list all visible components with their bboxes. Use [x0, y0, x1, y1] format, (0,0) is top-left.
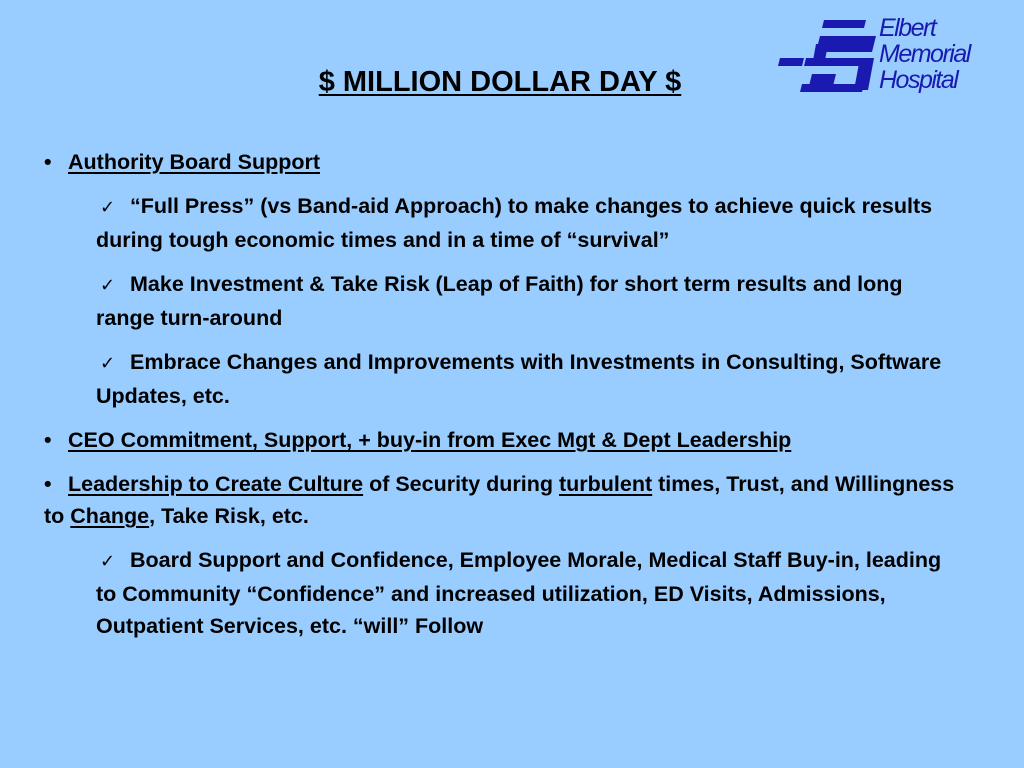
checkmark-icon: ✓	[100, 551, 116, 572]
bullet-leadership-culture	[44, 468, 974, 532]
sub-bullet-text: Make Investment & Take Risk (Leap of Faith) for short term results and long range turn-around	[96, 272, 903, 330]
sub-bullet-full-press	[96, 190, 956, 256]
hospital-logo-mark-icon	[776, 18, 880, 98]
sub-bullet-text: Embrace Changes and Improvements with Investments in Consulting, Software Updates, etc.	[96, 350, 942, 408]
checkmark-icon: ✓	[100, 197, 116, 218]
sub-bullet-text: Board Support and Confidence, Employee Morale, Medical Staff Buy-in, leading to Community “Confidence” and increased utilization, ED Visits, Admissions, Outpatient Services, etc. “will” Follow	[96, 548, 942, 638]
bullet-text: , Take Risk, etc.	[149, 504, 309, 528]
bullet-list	[44, 146, 974, 654]
checkmark-icon: ✓	[100, 275, 116, 296]
hospital-logo	[776, 16, 1006, 100]
hospital-logo-wordmark	[879, 16, 970, 94]
sub-bullet-board-support	[96, 544, 956, 642]
sub-bullet-investment-risk	[96, 268, 956, 334]
bullet-icon: •	[44, 150, 52, 174]
bullet-icon: •	[44, 472, 52, 496]
bullet-label-leadership: Leadership to Create Culture	[68, 472, 364, 496]
bullet-text: times, Trust, and Willingness to	[44, 472, 955, 528]
checkmark-icon: ✓	[100, 353, 116, 374]
logo-line-hospital: Hospital	[879, 66, 958, 94]
sub-bullet-text: “Full Press” (vs Band-aid Approach) to make changes to achieve quick results during tough economic times and in a time of “survival”	[96, 194, 933, 252]
bullet-label-change: Change	[70, 504, 150, 528]
bullet-label-turbulent: turbulent	[559, 472, 653, 496]
logo-line-elbert: Elbert	[879, 14, 936, 42]
bullet-text: of Security during	[363, 472, 559, 496]
bullet-authority-board-support	[44, 146, 974, 178]
bullet-icon: •	[44, 428, 52, 452]
bullet-ceo-commitment	[44, 424, 974, 456]
slide-title: $ MILLION DOLLAR DAY $	[318, 66, 682, 98]
bullet-label: Authority Board Support	[68, 150, 321, 174]
bullet-label: CEO Commitment, Support, + buy-in from Exec Mgt & Dept Leadership	[68, 428, 792, 452]
sub-bullet-embrace-changes	[96, 346, 956, 412]
logo-line-memorial: Memorial	[879, 40, 970, 68]
